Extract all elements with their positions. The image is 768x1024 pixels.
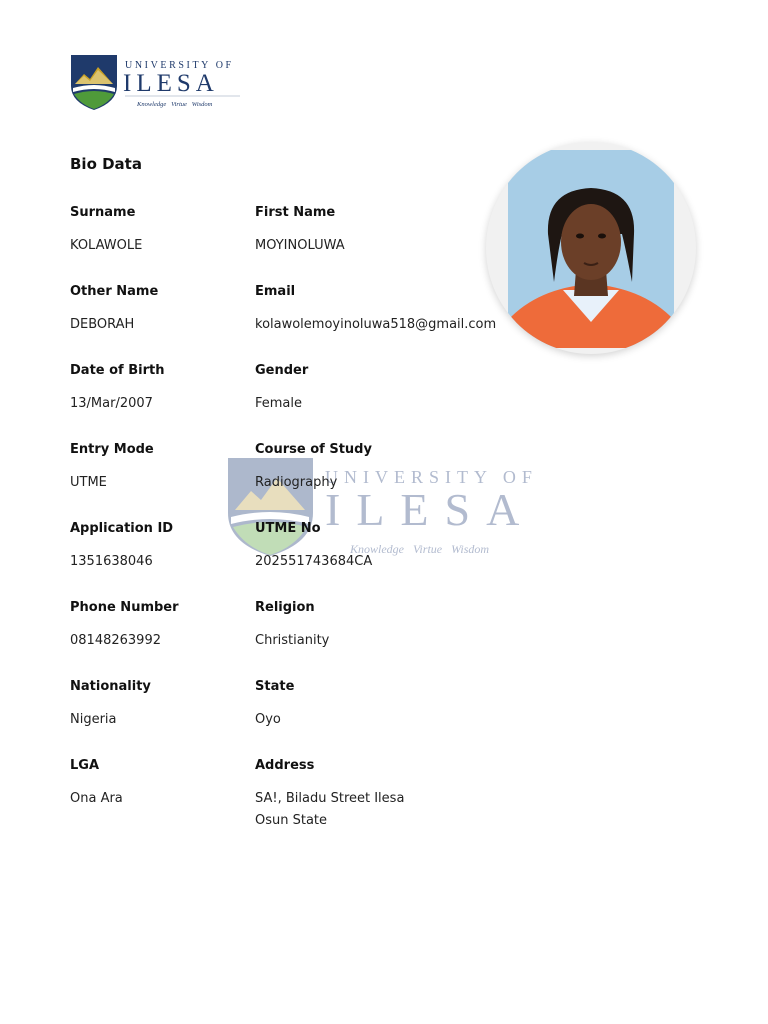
field-religion [255,600,530,679]
state-value: Oyo [255,712,281,727]
field-state [255,679,530,758]
nationality-label: Nationality [70,679,151,694]
entry-mode-value: UTME [70,475,107,490]
first-name-label: First Name [255,205,336,220]
bio-row [70,284,530,363]
svg-text:Knowledge Virtue Wisdom: Knowledge Virtue Wisdom [137,101,213,108]
field-address [255,758,530,837]
field-surname [70,205,255,284]
phone-label: Phone Number [70,600,179,615]
svg-text:UNIVERSITY OF: UNIVERSITY OF [325,467,538,487]
section-title: Bio Data [70,155,142,173]
first-name-value: MOYINOLUWA [255,238,345,253]
bio-row [70,758,530,837]
email-label: Email [255,284,296,299]
bio-row [70,205,530,284]
utme-no-value: 202551743684CA [255,554,373,569]
university-shield-icon [70,54,245,112]
university-logo [70,54,245,112]
gender-value: Female [255,396,303,411]
bio-row [70,521,530,600]
address-value [255,788,530,832]
bio-row [70,600,530,679]
field-application-id [70,521,255,600]
svg-text:UNIVERSITY OF: UNIVERSITY OF [125,60,234,71]
field-date-of-birth [70,363,255,442]
other-name-label: Other Name [70,284,159,299]
religion-value: Christianity [255,633,330,648]
address-line-1: SA!, Biladu Street Ilesa [255,791,405,806]
field-nationality [70,679,255,758]
field-entry-mode [70,442,255,521]
field-course-of-study [255,442,530,521]
application-id-value: 1351638046 [70,554,153,569]
course-label: Course of Study [255,442,372,457]
field-utme-no [255,521,530,600]
religion-label: Religion [255,600,315,615]
field-gender [255,363,530,442]
dob-value: 13/Mar/2007 [70,396,153,411]
other-name-value: DEBORAH [70,317,135,332]
bio-row [70,679,530,758]
course-value: Radiography [255,475,338,490]
email-value: kolawolemoyinoluwa518@gmail.com [255,317,497,332]
utme-no-label: UTME No [255,521,321,536]
bio-row [70,442,530,521]
state-label: State [255,679,295,694]
person-photo-icon [508,150,674,348]
lga-value: Ona Ara [70,791,123,806]
bio-data-grid [70,205,530,837]
field-phone-number [70,600,255,679]
nationality-value: Nigeria [70,712,117,727]
entry-mode-label: Entry Mode [70,442,154,457]
dob-label: Date of Birth [70,363,165,378]
application-id-label: Application ID [70,521,174,536]
svg-text:Knowledge Virtue Wisdom: Knowledge Virtue Wisdom [350,542,490,556]
field-lga [70,758,255,837]
address-label: Address [255,758,315,773]
field-first-name [255,205,530,284]
phone-value: 08148263992 [70,633,161,648]
svg-text:ILESA: ILESA [325,484,536,535]
field-other-name [70,284,255,363]
surname-label: Surname [70,205,136,220]
bio-row [70,363,530,442]
field-email [255,284,530,363]
surname-value: KOLAWOLE [70,238,143,253]
gender-label: Gender [255,363,309,378]
svg-text:ILESA: ILESA [123,70,219,97]
address-line-2: Osun State [255,813,328,828]
lga-label: LGA [70,758,100,773]
